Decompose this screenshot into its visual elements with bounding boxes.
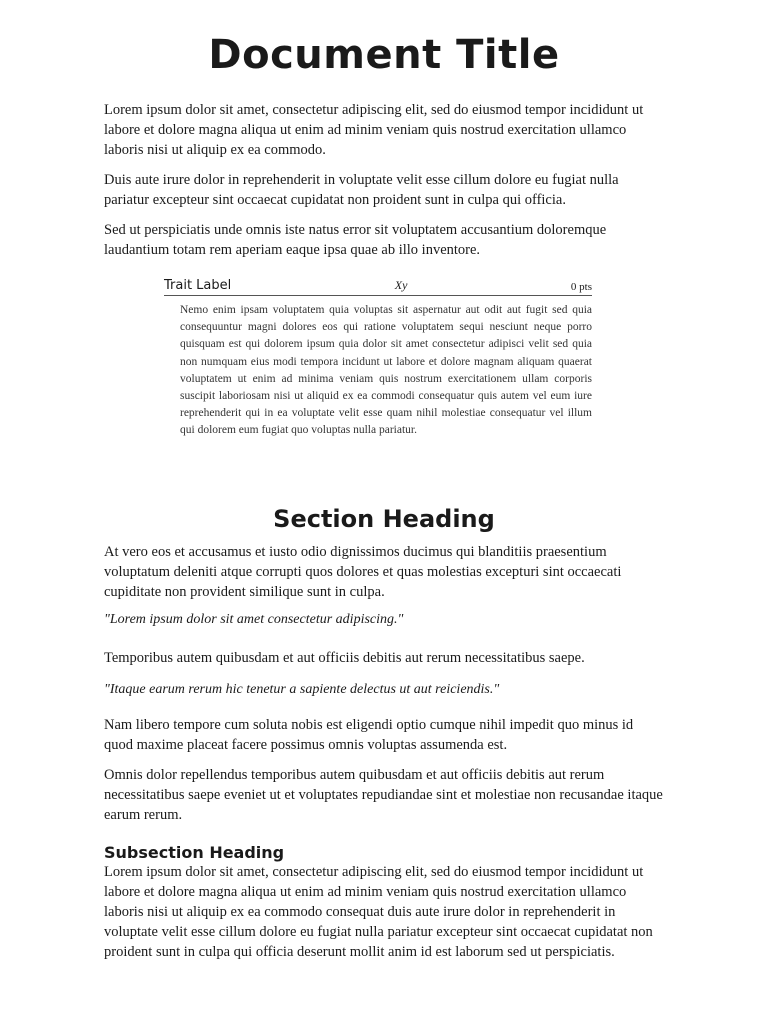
- trait-cost: 0 pts: [570, 281, 592, 293]
- trait-name: Trait Label: [164, 278, 232, 293]
- subsection-heading: Subsection Heading: [104, 843, 285, 862]
- section-paragraph-2: Temporibus autem quibusdam et aut officiis debitis aut rerum necessitatibus saepe.: [104, 650, 585, 666]
- intro-paragraph-3: Sed ut perspiciatis unde omnis iste natus error sit voluptatem accusantium doloremque laudantium totam rem aperiam eaque ipsa quae ab illo inventore.: [104, 222, 607, 258]
- section-heading: Section Heading: [273, 505, 495, 533]
- section-paragraph-1: At vero eos et accusamus et iusto odio dignissimos ducimus qui blanditiis praesentium voluptatum deleniti atque corrupti quos dolores et quas molestias excepturi sint occaecati cupiditate non provident similique sunt in culpa.: [104, 544, 622, 600]
- section-paragraph-4: Omnis dolor repellendus temporibus autem quibusdam et aut officiis debitis aut rerum necessitatibus saepe eveniet ut et voluptates repudiandae sint et molestiae non recusandae itaque earum rerum.: [104, 767, 663, 823]
- page-title: Document Title: [208, 32, 560, 78]
- intro-paragraph-1: Lorem ipsum dolor sit amet, consectetur adipiscing elit, sed do eiusmod tempor incididunt ut labore et dolore magna aliqua ut enim ad minim veniam quis nostrud exercitation ullamco laboris nisi ut aliquip ex ea commodo.: [104, 102, 644, 158]
- section-paragraph-3: Nam libero tempore cum soluta nobis est eligendi optio cumque nihil impedit quo minus id quod maxime placeat facere possimus omnis voluptas assumenda est.: [104, 717, 634, 753]
- intro-paragraph-2: Duis aute irure dolor in reprehenderit in voluptate velit esse cillum dolore eu fugiat nulla pariatur excepteur sint occaecat cupidatat non proident sunt in culpa qui officia.: [104, 172, 619, 208]
- quote-2: "Itaque earum rerum hic tenetur a sapiente delectus ut aut reiciendis.": [104, 682, 500, 697]
- trait-description: Nemo enim ipsam voluptatem quia voluptas sit aspernatur aut odit aut fugit sed quia consequuntur magni dolores eos qui ratione voluptatem sequi nesciunt neque porro quisquam est qui dolorem ipsum quia dolor sit amet consectetur adipisci velit sed quia non numquam eius modi tempora incidunt ut labore et dolore magnam aliquam quaerat voluptatem ut enim ad minima veniam quis nostrum exercitationem ullam corporis suscipit laboriosam nisi ut aliquid ex ea commodi consequatur quis autem vel eum iure reprehenderit qui in ea voluptate velit esse quam nihil molestiae consequatur vel illum qui dolorem eum fugiat quo voluptas nulla pariatur.: [180, 304, 592, 437]
- subsection-paragraph-1: Lorem ipsum dolor sit amet, consectetur adipiscing elit, sed do eiusmod tempor incididunt ut labore et dolore magna aliqua ut enim ad minim veniam quis nostrud exercitation ullamco laboris nisi ut aliquip ex ea commodo consequat duis aute irure dolor in reprehenderit in voluptate velit esse cillum dolore eu fugiat nulla pariatur excepteur sint occaecat cupidatat non proident sunt in culpa qui officia deserunt mollit anim id est laborum sed ut perspiciatis.: [104, 864, 653, 960]
- quote-1: "Lorem ipsum dolor sit amet consectetur adipiscing.": [104, 612, 404, 627]
- trait-box: [164, 278, 592, 440]
- trait-mid: Xy: [394, 278, 408, 292]
- trait-header: [164, 278, 592, 296]
